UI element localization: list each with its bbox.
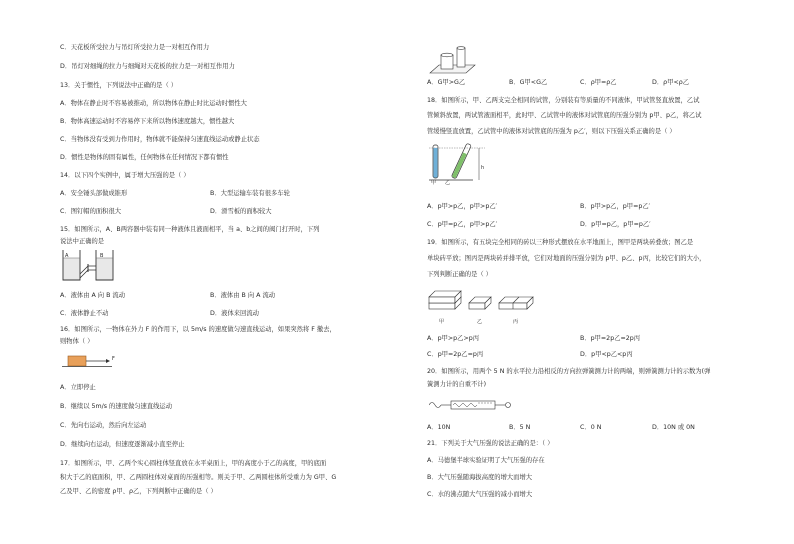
q16-stem-line1: 16．如图所示，一物体在外力 F 的作用下，以 5m/s 的速度做匀速直线运动，如果突然将 F 撤去， [60, 326, 336, 333]
q15-label-a: A [65, 253, 69, 259]
q17-option-a: A．G甲>G乙 [427, 79, 466, 86]
q15-option-a: A．液体由 A 向 B 流动 [60, 292, 126, 299]
q20-option-d: D．10N 或 0N [652, 424, 695, 431]
q13-stem: 13．关于惯性，下列说法中正确的是（ ） [60, 82, 178, 89]
q19-option-c: C．p甲=2p乙=p丙 [427, 351, 484, 358]
q19-stem-line3: 下列判断正确的是（ ） [427, 271, 492, 278]
q19-bricks-figure [427, 285, 537, 317]
q16-force-label: F [112, 356, 115, 362]
q19-label-yi: 乙 [477, 319, 483, 325]
q13-option-d: D．惯性是物体的固有属性，任何物体在任何情况下都有惯性 [60, 154, 229, 161]
q16-option-c: C．先向右运动，然后向左运动 [60, 422, 147, 429]
q16-stem-line2: 则物体（ ） [60, 338, 94, 345]
q16-option-a: A．立即停止 [60, 384, 96, 391]
q18-tube-jia-label: 甲 [431, 180, 437, 186]
q20-stem-line1: 20．如图所示，用两个 5 N 的水平拉力沿相反的方向拉弹簧测力计的两端，则弹簧测力计的示数为(弹 [427, 368, 711, 375]
q18-option-b: B．p甲>p乙，p甲=p乙′ [580, 203, 651, 210]
q17-option-b: B．G甲<G乙 [509, 79, 548, 86]
q19-stem-line1: 19．如图所示，有五块完全相同的砖以三种形式摆放在水平地面上，图甲是两块砖叠放；图乙是 [427, 239, 694, 246]
q12-option-c: C．天花板所受拉力与吊灯所受拉力是一对相互作用力 [60, 44, 210, 51]
q18-height-label: h [481, 165, 485, 171]
q15-option-b: B．液体由 B 向 A 流动 [210, 292, 276, 299]
q19-option-a: A．p甲>p乙>p丙 [427, 335, 480, 342]
q19-option-d: D．p甲<p乙<p丙 [580, 351, 633, 358]
q19-option-b: B．p甲=2p乙=2p丙 [580, 335, 641, 342]
q13-option-b: B．物体高速运动时不容易停下来所以物体速度越大，惯性越大 [60, 118, 235, 125]
q21-option-a: A．马德堡半球实验证明了大气压强的存在 [427, 457, 545, 464]
q21-option-b: B．大气压强随海拔高度的增大而增大 [427, 474, 533, 481]
q17-cylinders-figure [427, 43, 477, 75]
q17-stem-line2: 积大于乙的底面积，甲、乙两圆柱体对桌面的压强相等。则关于甲、乙两圆柱体所受重力为 G甲、G [60, 474, 337, 481]
q18-stem-line1: 18．如图所示，甲、乙两支完全相同的试管，分别装有等质量的不同液体，甲试管竖直放置，乙试 [427, 97, 700, 104]
q15-option-d: D．液体来回流动 [210, 310, 259, 317]
q21-stem: 21．下列关于大气压强的说法正确的是：（ ） [427, 440, 554, 447]
q18-option-a: A．p甲>p乙，p甲>p乙′ [427, 203, 498, 210]
q20-option-a: A．10N [427, 424, 451, 431]
q15-option-c: C．液体静止不动 [60, 310, 109, 317]
q17-stem-line1: 17．如图所示，甲、乙两个实心圆柱体竖直放在水平桌面上，甲的高度小于乙的高度，甲的底面 [60, 460, 327, 467]
q14-option-c: C．图钉帽的面积很大 [60, 208, 122, 215]
q20-option-c: C．0 N [580, 424, 602, 431]
q18-stem-line3: 管缓慢竖直放置，乙试管中的液体对试管底的压强为 p乙′，则以下压强关系正确的是（ ） [427, 128, 676, 135]
q13-option-a: A．物体在静止时不容易被推动，所以物体在静止时比运动时惯性大 [60, 100, 247, 107]
q15-stem-line1: 15．如图所示，A、B两容器中装有同一种液体且液面相平，当 a、b之间的阀门打开时，下列 [60, 226, 320, 233]
q14-option-b: B．大型运输车装有很多车轮 [210, 190, 290, 197]
q15-stem-line2: 说法中正确的是 [60, 238, 105, 245]
q20-spring-scale-figure [429, 397, 515, 413]
q12-option-d: D．吊灯对细绳的拉力与细绳对天花板的拉力是一对相互作用力 [60, 63, 235, 70]
q14-option-d: D．滑雪板的面积较大 [210, 208, 272, 215]
q17-option-c: C．ρ甲=ρ乙 [580, 79, 617, 86]
q19-label-jia: 甲 [439, 319, 445, 325]
q14-stem: 14．以下四个实例中，属于增大压强的是（ ） [60, 172, 190, 179]
q15-label-b: B [100, 253, 104, 259]
q19-stem-line2: 单块砖平放；图丙是两块砖并排平放，它们对地面的压强分别为 p甲、p乙、p丙，比较它们的大小， [427, 255, 706, 262]
q17-stem-line3: 乙及甲、乙的密度 ρ甲、ρ乙，下列判断中正确的是（ ） [60, 488, 217, 495]
q18-stem-line2: 管倾斜放置，两试管液面相平，此时甲、乙试管中的液体对试管底的压强分别为 p甲、p乙，将乙试 [427, 112, 702, 119]
q18-option-d: D．p甲=p乙，p甲=p乙′ [580, 221, 651, 228]
q21-option-c: C．水的沸点随大气压强的减小而增大 [427, 491, 533, 498]
q16-block-force-figure [62, 355, 114, 369]
q18-option-c: C．p甲=p乙，p甲>p乙′ [427, 221, 498, 228]
q20-stem-line2: 簧测力计的自重不计) [427, 381, 487, 388]
q18-test-tubes-figure [429, 142, 489, 186]
q20-option-b: B．5 N [509, 424, 531, 431]
q15-connected-vessels-figure [62, 248, 114, 284]
q17-option-d: D．ρ甲<ρ乙 [652, 79, 690, 86]
q19-label-bing: 丙 [513, 319, 519, 325]
q16-option-b: B．继续以 5m/s 的速度做匀速直线运动 [60, 403, 173, 410]
q14-option-a: A．安全锤头部做成锥形 [60, 190, 128, 197]
q13-option-c: C．当物体没有受到力作用时，物体就不能保持匀速直线运动或静止状态 [60, 136, 260, 143]
right-column [427, 0, 772, 544]
q16-option-d: D．继续向右运动，但速度逐渐减小直至停止 [60, 441, 185, 448]
q18-tube-yi-label: 乙 [445, 180, 451, 186]
left-column [60, 0, 390, 544]
